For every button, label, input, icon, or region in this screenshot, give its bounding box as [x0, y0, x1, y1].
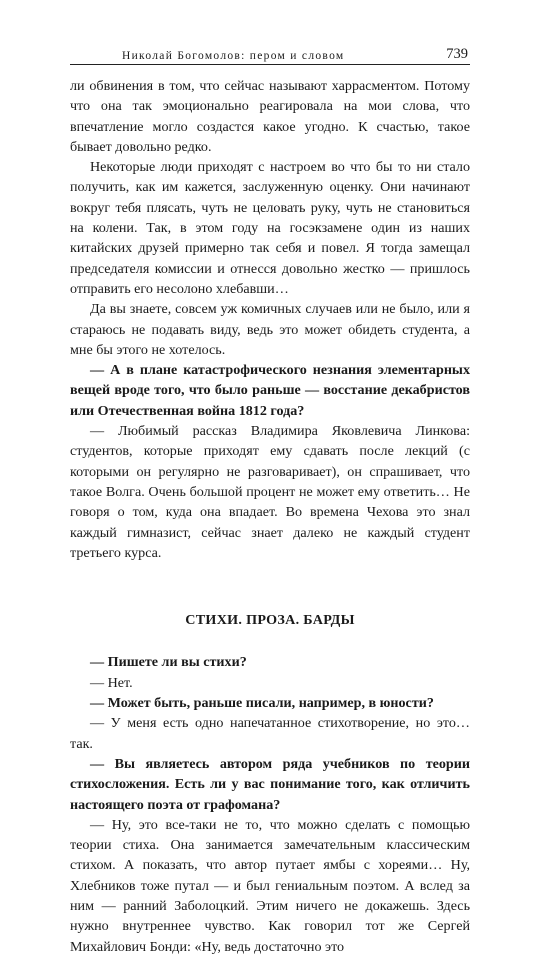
- interview-question: — Вы являетесь автором ряда учебников по теории стихосложения. Есть ли у вас понимание того, как отличить настоящего поэта от графомана?: [70, 755, 470, 813]
- section-heading: СТИХИ. ПРОЗА. БАРДЫ: [185, 612, 355, 629]
- running-header: [70, 38, 470, 65]
- paragraph: ли обвинения в том, что сейчас называют харрасментом. Потому что она так эмоционально реагировала на мои слова, что впечатление могло создастся какое угодно. К счастью, такое бывает довольно редко.: [70, 78, 470, 155]
- paragraph: Некоторые люди приходят с настроем во что бы то ни стало получить, как им кажется, заслуженную оценку. Они начинают вокруг тебя плясать, чуть не целовать руку, чуть не становиться на колени. Так, в этом году на госэкзамене один из наших китайских друзей примерно так себя и повел. Я тогда замещал председателя комиссии и отнесся довольно жестко — пришлось отправить его несолоно хлебавши…: [70, 159, 470, 297]
- paragraph: Да вы знаете, совсем уж комичных случаев или не было, или я стараюсь не подавать виду, ведь это может обидеть студента, а мне бы этого не хотелось.: [70, 301, 470, 358]
- paragraph: — У меня есть одно напечатанное стихотворение, но это… так.: [70, 715, 470, 752]
- interview-question: — А в плане катастрофического незнания элементарных вещей вроде того, что было раньше — восстание декабристов или Отечественная война 1812 года?: [70, 362, 470, 419]
- book-page: [70, 38, 470, 957]
- running-title: Николай Богомолов: пером и словом: [122, 50, 345, 62]
- main-text: [70, 76, 470, 957]
- interview-question: — Пишете ли вы стихи?: [90, 654, 247, 671]
- paragraph: — Любимый рассказ Владимира Яковлевича Линкова: студентов, которые приходят ему сдавать после лекций (с которыми он регулярно не разговаривает), он спрашивает, что такое Волга. Очень большой процент не может ему ответить… Не говоря о том, куда она впадает. Во времена Чехова это знал каждый гимназист, сейчас знает далеко не каждый студент третьего курса.: [70, 423, 470, 561]
- paragraph: — Ну, это все-таки не то, что можно сделать с помощью теории стиха. Она занимается замечательным классическим стихом. А показать, что автор путает ямбы с хореями… Ну, Хлебников тоже путал — и был гениальным поэтом. А вслед за ним — ранний Заболоцкий. Этим ничего не докажешь. Здесь нужно внутреннее чувство. Как говорил тот же Сергей Михайлович Бонди: «Ну, ведь достаточно это: [70, 816, 470, 955]
- interview-question: — Может быть, раньше писали, например, в юности?: [90, 695, 434, 712]
- page-number: 739: [446, 46, 468, 62]
- paragraph: — Нет.: [90, 674, 133, 691]
